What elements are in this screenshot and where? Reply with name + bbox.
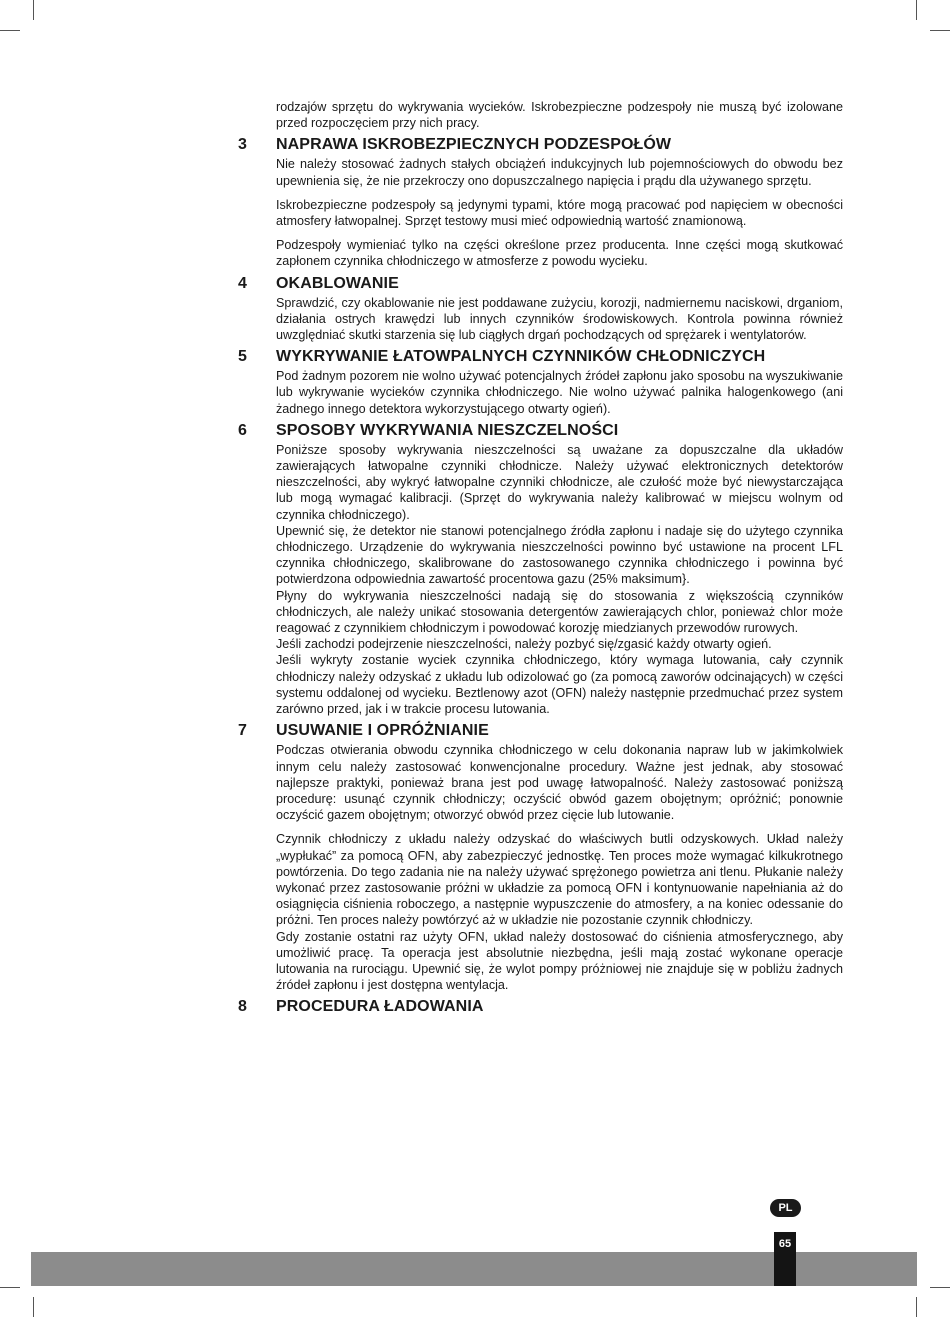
section-title: NAPRAWA ISKROBEZPIECZNYCH PODZESPOŁÓW <box>276 136 672 154</box>
section-paragraph: Gdy zostanie ostatni raz użyty OFN, układ należy dostosować do ciśnienia atmosferycznego, aby umożliwić pracę. Ta operacja jest absolutnie niezbędna, jeśli mają zostać wykonane operacje lutowania na rurociągu. Upewnić się, że wylot pompy próżniowej nie znajduje się w pobliżu żadnych źródeł zapłonu i jest dostępna wentylacja. <box>276 929 843 993</box>
section-paragraph: Podzespoły wymieniać tylko na części określone przez producenta. Inne części mogą skutkować zapłonem czynnika chłodniczego w atmosferze z powodu wycieku. <box>276 238 843 269</box>
section-title: SPOSOBY WYKRYWANIA NIESZCZELNOŚCI <box>276 421 619 439</box>
section-number: 7 <box>238 722 247 740</box>
section-title: USUWANIE I OPRÓŻNIANIE <box>276 722 489 740</box>
section-paragraph: Upewnić się, że detektor nie stanowi potencjalnego źródła zapłonu i nadaje się do użytego czynnika chłodniczego. Urządzenie do wykrywania nieszczelności powinno być ustawione na procent LFL czynnika chłodniczego, skalibrowane do zastosowanego czynnika chłodniczego i powinna być potwierdzona odpowiednia zawartość procentowa gazu (25% maksimum}. <box>276 523 843 587</box>
section-paragraph: Pod żadnym pozorem nie wolno używać potencjalnych źródeł zapłonu jako sposobu na wyszukiwanie lub wykrywanie wycieków czynnika chłodniczego. Nie wolno używać palnika halogenkowego (ani żadnego innego detektora wykorzystującego otwarty ogień). <box>276 369 843 416</box>
language-badge: PL <box>770 1199 801 1217</box>
section-number: 5 <box>238 348 247 366</box>
crop-mark <box>930 30 950 31</box>
section-number: 8 <box>238 998 247 1016</box>
section-heading <box>238 421 843 441</box>
intro-paragraph: rodzajów sprzętu do wykrywania wycieków. Iskrobezpieczne podzespoły nie muszą być izolowane przed rozpoczęciem przy nich pracy. <box>276 100 843 131</box>
section-paragraph: Poniższe sposoby wykrywania nieszczelności są uważane za dopuszczalne dla układów zawierających łatwopalne czynniki chłodnicze. Należy używać elektronicznych detektorów nieszczelności, aby wykryć łatwopalne czynniki chłodnicze, ale czułość może być niewystarczająca lub mogą wymagać kalibracji. (Sprzęt do wykrywania należy kalibrować w miejscu wolnym od czynnika chłodniczego). <box>276 442 843 522</box>
crop-mark <box>916 1297 917 1317</box>
crop-mark <box>33 1297 34 1317</box>
section-heading <box>238 997 843 1017</box>
section-paragraph: Sprawdzić, czy okablowanie nie jest poddawane zużyciu, korozji, nadmiernemu naciskowi, drganiom, działania ostrych krawędzi lub innych czynników środowiskowych. Kontrola powinna również uwzględniać skutki starzenia się lub ciągłych drgań pochodzących od sprężarek i wentylatorów. <box>276 295 843 343</box>
section-paragraph: Jeśli zachodzi podejrzenie nieszczelności, należy pozbyć się/zgasić każdy otwarty ogień. <box>276 637 772 652</box>
crop-mark <box>33 0 34 20</box>
document-body <box>238 99 843 1018</box>
section-paragraph: Czynnik chłodniczy z układu należy odzyskać do właściwych butli odzyskowych. Układ należy „wypłukać” za pomocą OFN, aby zabezpieczyć jednostkę. Ten proces może wymagać kilkukrotnego powtórzenia. Do tego zadania nie na należy używać sprężonego powietrza ani tlenu. Płukanie należy wykonać przez zastosowanie próżni w układzie za pomocą OFN i kontynuowanie napełniania aż do osiągnięcia ciśnienia roboczego, a następnie wypuszczenie do atmosfery, a na koniec odessanie do próżni. Ten proces należy powtórzyć aż w układzie nie pozostanie czynnik chłodniczy. <box>276 832 843 928</box>
crop-mark <box>916 0 917 20</box>
section-7 <box>238 721 843 993</box>
sections <box>238 135 843 1017</box>
section-paragraph: Iskrobezpieczne podzespoły są jedynymi typami, które mogą pracować pod napięciem w obecności atmosfery łatwopalnej. Sprzęt testowy musi mieć odpowiednią wartość znamionową. <box>276 197 843 229</box>
section-heading <box>238 135 843 155</box>
section-3 <box>238 135 843 269</box>
section-6 <box>238 421 843 717</box>
crop-mark <box>0 1287 20 1288</box>
page-number: 65 <box>774 1232 796 1286</box>
section-heading <box>238 721 843 741</box>
section-5 <box>238 347 843 417</box>
crop-mark <box>0 30 20 31</box>
section-title: OKABLOWANIE <box>276 274 399 292</box>
section-number: 6 <box>238 421 247 439</box>
section-paragraph: Nie należy stosować żadnych stałych obciążeń indukcyjnych lub pojemnościowych do obwodu bez upewnienia się, że nie przekroczy ono dopuszczalnego napięcia i prądu dla używanego sprzętu. <box>276 157 843 188</box>
crop-mark <box>930 1287 950 1288</box>
section-title: WYKRYWANIE ŁATOWPALNYCH CZYNNIKÓW CHŁODNICZYCH <box>276 348 766 366</box>
section-paragraph: Podczas otwierania obwodu czynnika chłodniczego w celu dokonania napraw lub w jakimkolwiek innym celu należy zastosować konwencjonalne procedury. Ważne jest jednak, aby stosować najlepsze praktyki, ponieważ brana jest pod uwagę łatwopalność. Należy zastosować poniższą procedurę: usunąć czynnik chłodniczy; oczyścić obwód gazem obojętnym; opróżnić; ponownie oczyścić gazem obojętnym; otworzyć obwód przez cięcie lub lutowanie. <box>276 743 843 823</box>
section-paragraph: Płyny do wykrywania nieszczelności nadają się do stosowania z większością czynników chłodniczych, ale należy unikać stosowania detergentów zawierających chlor, ponieważ chlor może reagować z czynnikiem chłodniczym i powodować korozję miedzianych przewodów rurowych. <box>276 588 843 636</box>
section-4 <box>238 274 843 344</box>
section-paragraph: Jeśli wykryty zostanie wyciek czynnika chłodniczego, który wymaga lutowania, cały czynnik chłodniczy należy odzyskać z układu lub odizolować go (za pomocą zaworów odcinających) w części systemu oddalonej od wycieku. Beztlenowy azot (OFN) należy następnie przedmuchać przez system zarówno przed, jak i w trakcie procesu lutowania. <box>276 653 843 717</box>
section-heading <box>238 347 843 367</box>
section-heading <box>238 274 843 294</box>
section-title: PROCEDURA ŁADOWANIA <box>276 998 484 1016</box>
section-number: 4 <box>238 274 247 292</box>
section-number: 3 <box>238 136 247 154</box>
section-8 <box>238 997 843 1017</box>
